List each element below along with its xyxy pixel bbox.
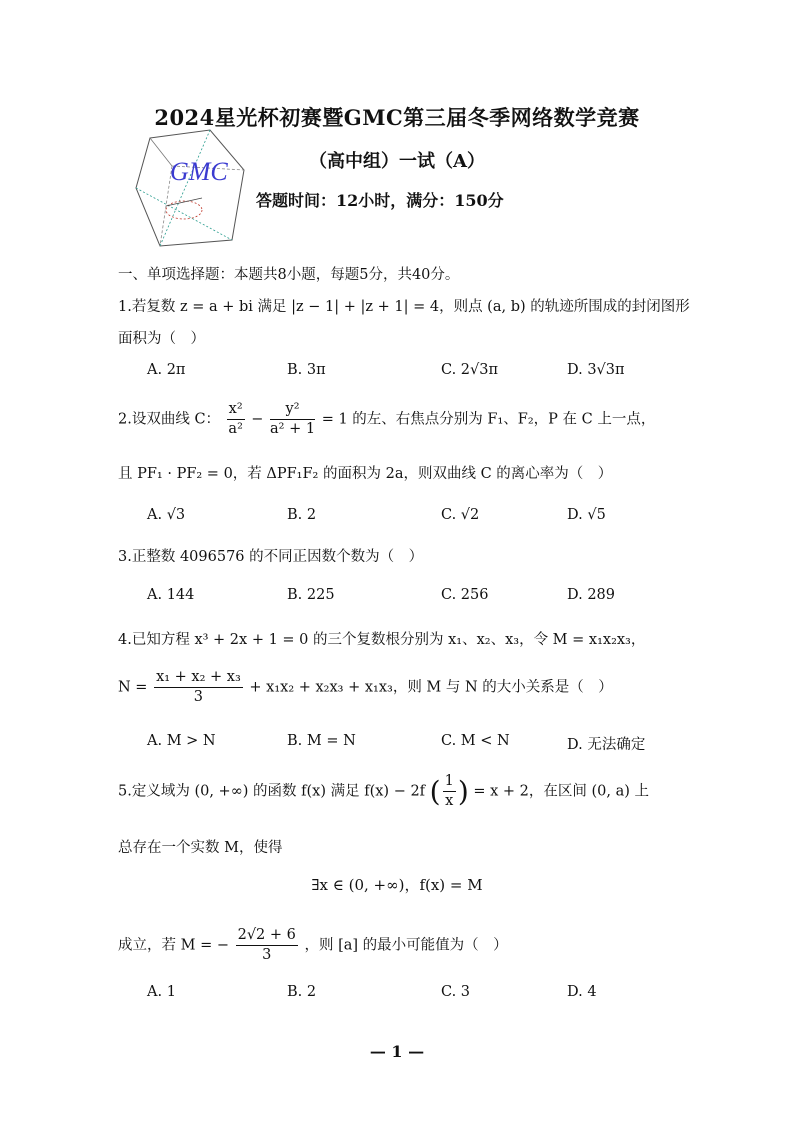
question-4-option-a: A. M > N [147, 733, 216, 749]
question-5-option-a: A. 1 [147, 984, 176, 1000]
question-4-option-d: D. 无法确定 [567, 737, 646, 753]
exam-time-score: 答题时间：12小时，满分：150分 [256, 191, 504, 210]
fraction-1-over-x [443, 772, 456, 811]
question-2-prefix: 2.设双曲线 C： [118, 411, 221, 428]
fraction-denominator: 3 [193, 689, 204, 705]
question-5-option-b: B. 2 [287, 984, 317, 1000]
question-3-option-c: C. 256 [441, 587, 489, 603]
question-1-line-2: 面积为（ ） [118, 331, 205, 347]
question-4-suffix: + x₁x₂ + x₂x₃ + x₁x₃，则 M 与 N 的大小关系是（ ） [249, 679, 613, 696]
fraction-x2-a2 [227, 400, 245, 439]
question-4-option-c: C. M < N [441, 733, 510, 749]
question-4-option-b: B. M = N [287, 733, 356, 749]
exam-subtitle: （高中组）一试（A） [309, 151, 485, 172]
fraction-denominator: a² + 1 [270, 421, 316, 437]
question-3-option-a: A. 144 [147, 587, 195, 603]
fraction-m-value [236, 926, 298, 965]
existence-equation: ∃x ∈ (0, +∞)，f(x) = M [311, 876, 483, 894]
question-2-option-b: B. 2 [287, 507, 317, 523]
fraction-y2-a2plus1 [270, 400, 315, 439]
fraction-numerator: 2√2 + 6 [236, 926, 298, 946]
paren-open: ( [429, 775, 441, 808]
equals-one: = 1 [321, 411, 348, 428]
question-2-option-a: A. √3 [147, 507, 186, 523]
question-2-line-2: 且 PF₁ · PF₂ = 0，若 ΔPF₁F₂ 的面积为 2a，则双曲线 C 的离心率为（ ） [118, 466, 613, 482]
question-1-option-c: C. 2√3π [441, 362, 499, 378]
fraction-denominator: 3 [262, 947, 272, 963]
logo-text: GMC [170, 157, 228, 186]
exam-title: 2024星光杯初赛暨GMC第三届冬季网络数学竞赛 [154, 105, 640, 130]
fraction-numerator: 1 [443, 772, 456, 792]
paren-close: ) [457, 775, 469, 808]
question-5-suffix: = x + 2，在区间 (0, a) 上 [473, 783, 650, 800]
question-2-suffix: 的左、右焦点分别为 F₁、F₂，P 在 C 上一点， [352, 411, 656, 428]
question-5-option-d: D. 4 [567, 984, 597, 1000]
question-3-option-b: B. 225 [287, 587, 335, 603]
minus-sign: − [251, 411, 264, 428]
fraction-numerator: y² [270, 400, 315, 420]
question-5-line-1 [118, 772, 649, 811]
question-5-line-2: 总存在一个实数 M，使得 [118, 840, 283, 856]
question-2-option-c: C. √2 [441, 507, 480, 523]
question-4-line-2 [118, 668, 613, 707]
question-5-line-4-suffix: ，则 [a] 的最小可能值为（ ） [304, 937, 508, 954]
question-3-line-1: 3.正整数 4096576 的不同正因数个数为（ ） [118, 549, 424, 565]
question-3-option-d: D. 289 [567, 587, 616, 603]
fraction-denominator: x [445, 793, 454, 809]
n-equals: N = [118, 679, 148, 696]
question-5-line-4 [118, 926, 508, 965]
question-5-prefix: 5.定义域为 (0, +∞) 的函数 f(x) 满足 f(x) − 2f [118, 783, 426, 800]
fraction-numerator: x² [227, 400, 245, 420]
fraction-numerator: x₁ + x₂ + x₃ [154, 668, 243, 688]
question-1-line-1: 1.若复数 z = a + bi 满足 |z − 1| + |z + 1| = 4，则点 (a, b) 的轨迹所围成的封闭图形 [118, 299, 690, 315]
question-1-option-b: B. 3π [287, 362, 326, 378]
fraction-sum-over-3 [154, 668, 243, 707]
question-2-option-d: D. √5 [567, 507, 606, 523]
question-4-line-1: 4.已知方程 x³ + 2x + 1 = 0 的三个复数根分别为 x₁、x₂、x₃，令 M = x₁x₂x₃， [118, 632, 646, 648]
question-5-option-c: C. 3 [441, 984, 471, 1000]
question-2-line-1 [118, 400, 655, 439]
section-heading: 一、单项选择题：本题共8小题，每题5分，共40分。 [118, 267, 460, 283]
question-5-line-4-prefix: 成立，若 M = − [118, 937, 229, 954]
question-1-option-a: A. 2π [147, 362, 186, 378]
question-1-option-d: D. 3√3π [567, 362, 625, 378]
fraction-denominator: a² [228, 421, 243, 437]
gmc-cube-logo [132, 128, 252, 248]
page-number: — 1 — [369, 1042, 425, 1061]
